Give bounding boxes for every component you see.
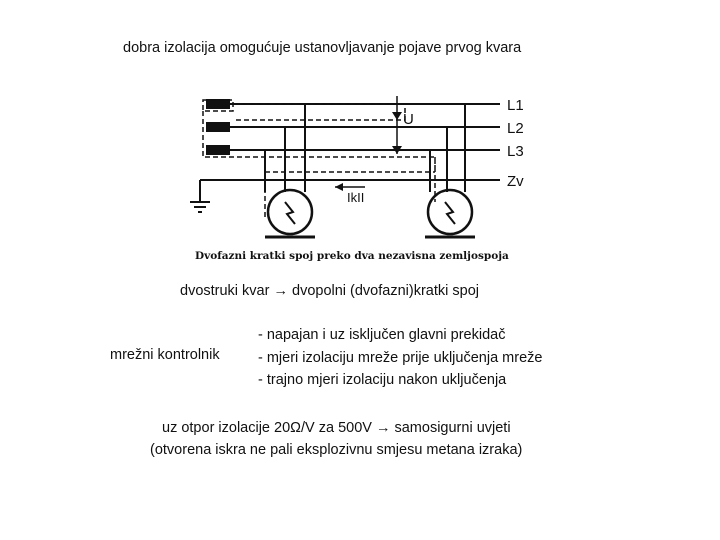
double-fault-diagram: [185, 92, 530, 272]
label-ikii: IkII: [347, 190, 365, 205]
control-label: mrežni kontrolnik: [110, 347, 220, 363]
control-item-3: - trajno mjeri izolaciju nakon uključenja: [258, 372, 507, 388]
label-u: U: [403, 111, 414, 128]
voltage-arrowhead: [392, 112, 402, 120]
source-winding-2: [207, 123, 229, 131]
diagram-caption: Dvofazni kratki spoj preko dva nezavisna zemljospoja: [195, 250, 509, 262]
label-l1: L1: [507, 97, 524, 114]
label-l3: L3: [507, 143, 524, 160]
label-zv: Zv: [507, 173, 524, 190]
source-winding-3: [207, 146, 229, 154]
page-title: dobra izolacija omogućuje ustanovljavanje pojave prvog kvara: [123, 40, 522, 56]
spark-line: (otvorena iskra ne pali eksplozivnu smjesu metana izraka): [150, 442, 523, 458]
control-item-1: - napajan i uz isključen glavni prekidač: [258, 327, 506, 343]
source-winding-1: [207, 100, 229, 108]
control-item-2: - mjeri izolaciju mreže prije uključenja mreže: [258, 350, 543, 366]
resistance-line: uz otpor izolacije 20Ω/V za 500V → samosigurni uvjeti: [162, 420, 511, 436]
label-l2: L2: [507, 120, 524, 137]
fault-line: dvostruki kvar → dvopolni (dvofazni)kratki spoj: [180, 283, 479, 299]
fault-current-path: [203, 100, 435, 217]
